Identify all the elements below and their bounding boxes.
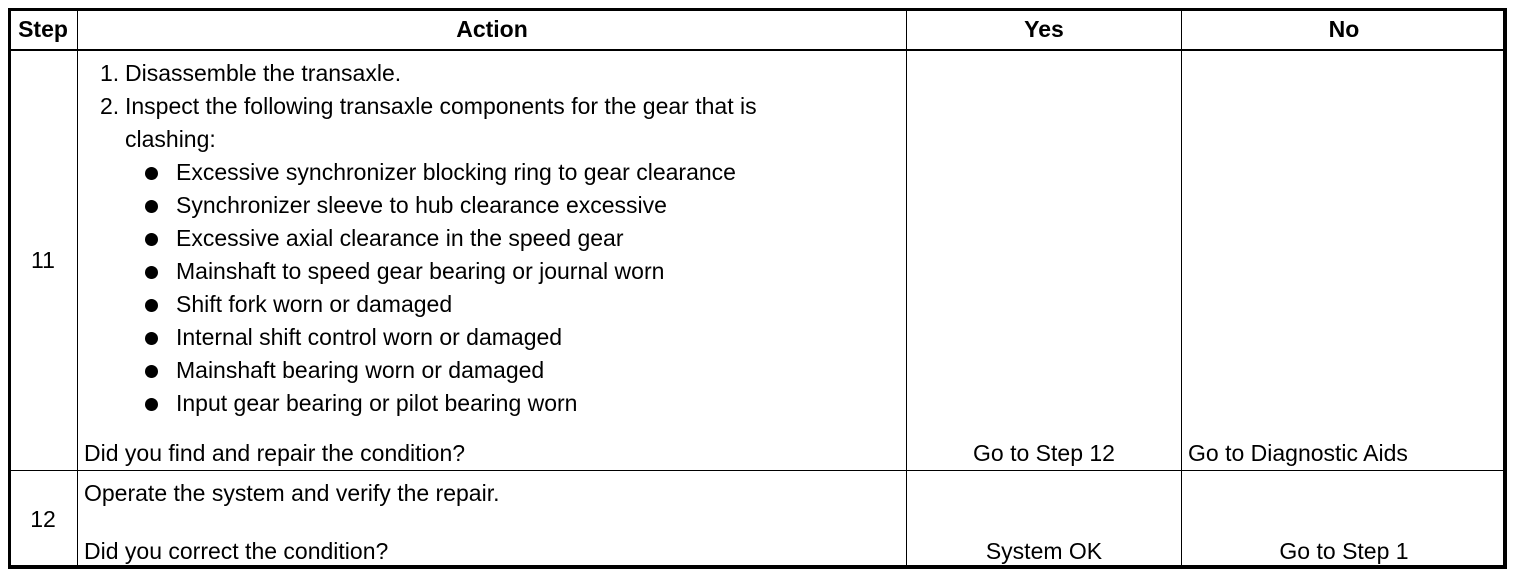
yes-result: System OK <box>985 538 1103 564</box>
no-result: Go to Diagnostic Aids <box>1188 440 1408 466</box>
header-step: Step <box>9 9 78 51</box>
bullet-item: Excessive synchronizer blocking ring to gear clearance <box>78 156 906 189</box>
item-text: Inspect the following transaxle components for the gear that is clashing: <box>125 93 757 152</box>
step-number: 12 <box>9 471 78 569</box>
table-border <box>8 8 1506 568</box>
item-text: Disassemble the transaxle. <box>125 60 402 86</box>
item-number: 2. <box>100 93 120 119</box>
bullet-item: Mainshaft to speed gear bearing or journal worn <box>78 255 906 288</box>
bullet-item: Synchronizer sleeve to hub clearance excessive <box>78 189 906 222</box>
header-no: No <box>1182 9 1507 51</box>
question-text: Did you find and repair the condition? <box>84 440 466 466</box>
yes-result: Go to Step 12 <box>973 440 1115 466</box>
step-number: 11 <box>9 50 78 471</box>
header-action: Action <box>78 9 907 51</box>
bullet-item: Shift fork worn or damaged <box>78 288 906 321</box>
item-number: 1. <box>100 60 120 86</box>
header-yes: Yes <box>907 9 1182 51</box>
no-result: Go to Step 1 <box>1279 538 1409 564</box>
bullet-item: Mainshaft bearing worn or damaged <box>78 354 906 387</box>
bullet-item: Excessive axial clearance in the speed gear <box>78 222 906 255</box>
bullet-item: Internal shift control worn or damaged <box>78 321 906 354</box>
action-text: Operate the system and verify the repair. <box>84 480 500 506</box>
question-text: Did you correct the condition? <box>84 538 389 564</box>
bullet-item: Input gear bearing or pilot bearing worn <box>78 387 906 420</box>
